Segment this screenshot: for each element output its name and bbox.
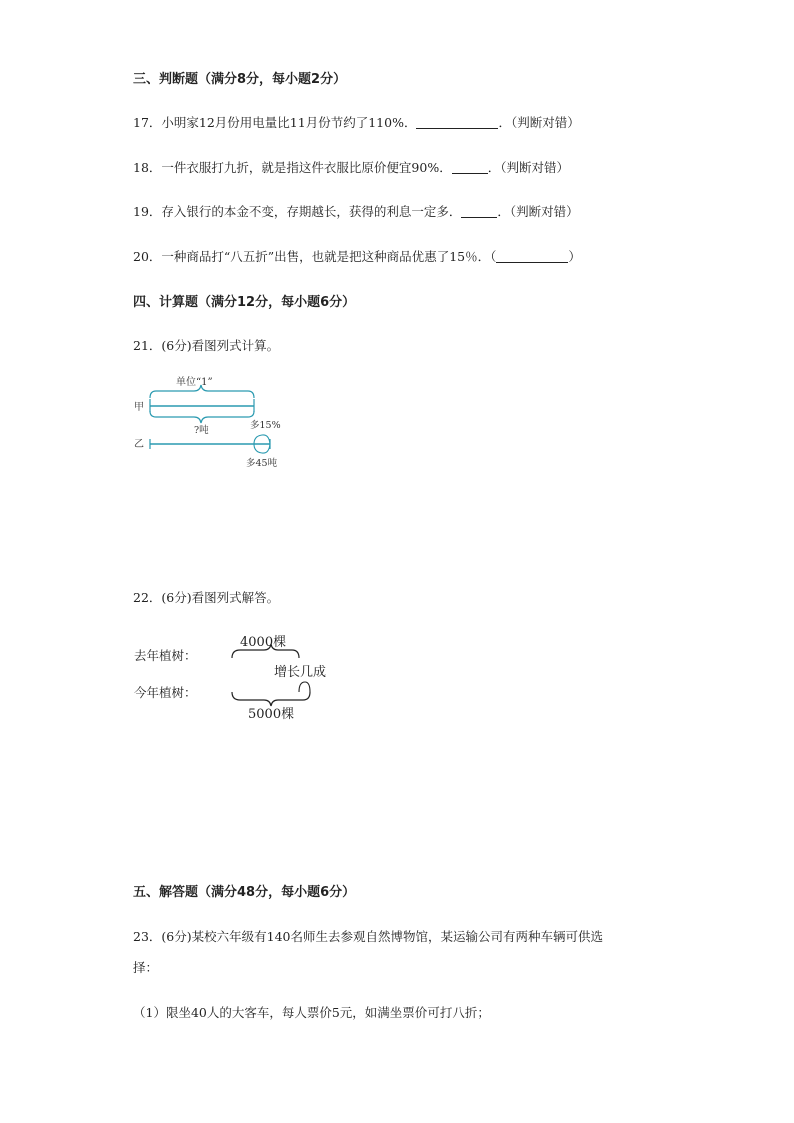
d22-growth-brace	[299, 682, 310, 692]
d21-small-top-brace	[254, 435, 270, 444]
question-20-suffix: ）	[568, 249, 581, 264]
d21-top-brace	[150, 385, 254, 398]
section-3-heading: 三、判断题（满分8分，每小题2分）	[133, 72, 347, 87]
answer-blank-18[interactable]	[452, 161, 488, 174]
question-20	[133, 247, 581, 265]
d22-last-year-label: 去年植树：	[134, 648, 197, 663]
d22-top-label: 4000棵	[240, 635, 287, 650]
question-22: 22．(6分)看图列式解答。	[133, 590, 280, 605]
question-23-line-1: 23．(6分)某校六年级有140名师生去参观自然博物馆，某运输公司有两种车辆可供选	[133, 929, 603, 944]
d21-row1-label: 甲	[134, 402, 144, 413]
question-21: 21．(6分)看图列式计算。	[133, 338, 280, 353]
d21-small-bottom-brace	[254, 444, 270, 453]
question-19-text: 19．存入银行的本金不变，存期越长，获得的利息一定多．	[133, 204, 462, 219]
question-19	[133, 202, 579, 220]
section-4-heading: 四、计算题（满分12分，每小题6分）	[133, 295, 356, 310]
d21-unit-label: 单位“1”	[176, 377, 213, 388]
question-23-option-1: （1）限坐40人的大客车，每人票价5元，如满坐票价可打八折；	[133, 1005, 490, 1020]
d21-more-pct-label: 多15%	[250, 420, 281, 431]
d21-row2-label: 乙	[134, 439, 144, 450]
answer-blank-20[interactable]	[496, 250, 568, 263]
d21-more-tons-label: 多45吨	[246, 458, 278, 469]
d21-question-label: ?吨	[194, 425, 209, 436]
d21-bottom-brace	[150, 411, 254, 423]
d22-bottom-brace	[232, 692, 310, 706]
question-18	[133, 158, 569, 176]
question-17-text: 17．小明家12月份用电量比11月份节约了110%．	[133, 115, 417, 130]
question-18-text: 18．一件衣服打九折，就是指这件衣服比原价便宜90%．	[133, 160, 452, 175]
question-23-line-2: 择：	[133, 960, 159, 975]
answer-blank-17[interactable]	[416, 116, 498, 129]
diagram-21	[128, 370, 298, 475]
d22-this-year-label: 今年植树：	[134, 685, 197, 700]
section-5-heading: 五、解答题（满分48分，每小题6分）	[133, 885, 356, 900]
question-17	[133, 113, 580, 131]
diagram-22	[128, 628, 348, 723]
question-19-suffix: ．（判断对错）	[497, 204, 579, 219]
question-20-text: 20．一种商品打“八五折”出售，也就是把这种商品优惠了15％．（	[133, 249, 497, 264]
answer-blank-19[interactable]	[461, 205, 497, 218]
d22-growth-label: 增长几成	[274, 665, 327, 680]
d22-bottom-label: 5000棵	[248, 707, 295, 722]
question-18-suffix: ．（判断对错）	[487, 160, 569, 175]
question-17-suffix: ．（判断对错）	[498, 115, 580, 130]
